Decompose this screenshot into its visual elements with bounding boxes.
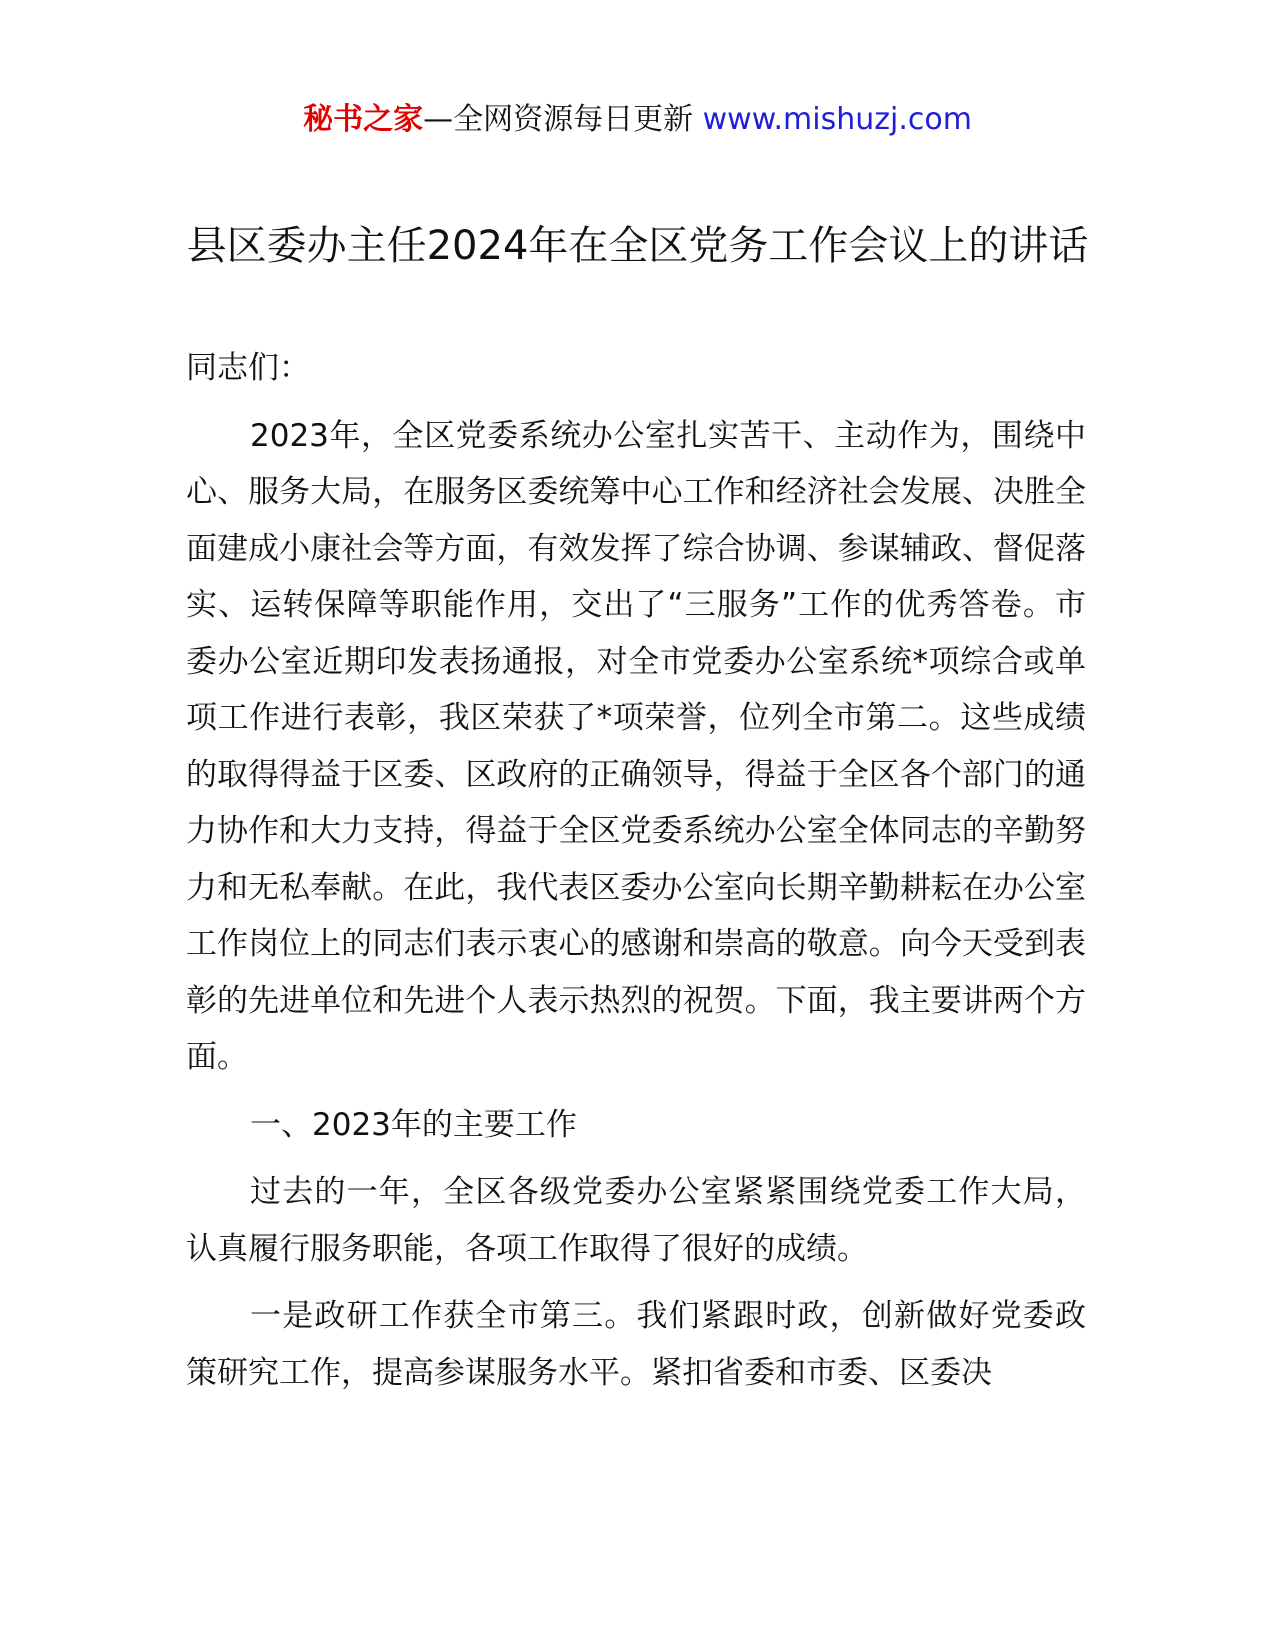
document-body	[186, 340, 1086, 1412]
site-tagline: —全网资源每日更新	[423, 102, 694, 137]
site-url-link[interactable]: www.mishuzj.com	[702, 102, 972, 137]
section-heading: 一、2023年的主要工作	[250, 1106, 577, 1143]
body-paragraph: 2023年，全区党委系统办公室扎实苦干、主动作为，围绕中心、服务大局，在服务区委统筹中心工作和经济社会发展、决胜全面建成小康社会等方面，有效发挥了综合协调、参谋辅政、督促落实、运转保障等职能作用，交出了“三服务”工作的优秀答卷。市委办公室近期印发表扬通报，对全市党委办公室系统*项综合或单项工作进行表彰，我区荣获了*项荣誉，位列全市第二。这些成绩的取得得益于区委、区政府的正确领导，得益于全区各个部门的通力协作和大力支持，得益于全区党委系统办公室全体同志的辛勤努力和无私奉献。在此，我代表区委办公室向长期辛勤耕耘在办公室工作岗位上的同志们表示衷心的感谢和崇高的敬意。向今天受到表彰的先进单位和先进个人表示热烈的祝贺。下面，我主要讲两个方面。	[186, 417, 1086, 1075]
site-header	[0, 95, 1275, 145]
salutation: 同志们：	[186, 350, 310, 386]
brand-name: 秘书之家	[303, 102, 424, 137]
body-paragraph: 一是政研工作获全市第三。我们紧跟时政，创新做好党委政策研究工作，提高参谋服务水平。紧扣省委和市委、区委决	[186, 1298, 1086, 1391]
body-paragraph: 过去的一年，全区各级党委办公室紧紧围绕党委工作大局，认真履行服务职能，各项工作取得了很好的成绩。	[186, 1174, 1086, 1267]
document-title: 县区委办主任2024年在全区党务工作会议上的讲话	[186, 223, 1089, 269]
